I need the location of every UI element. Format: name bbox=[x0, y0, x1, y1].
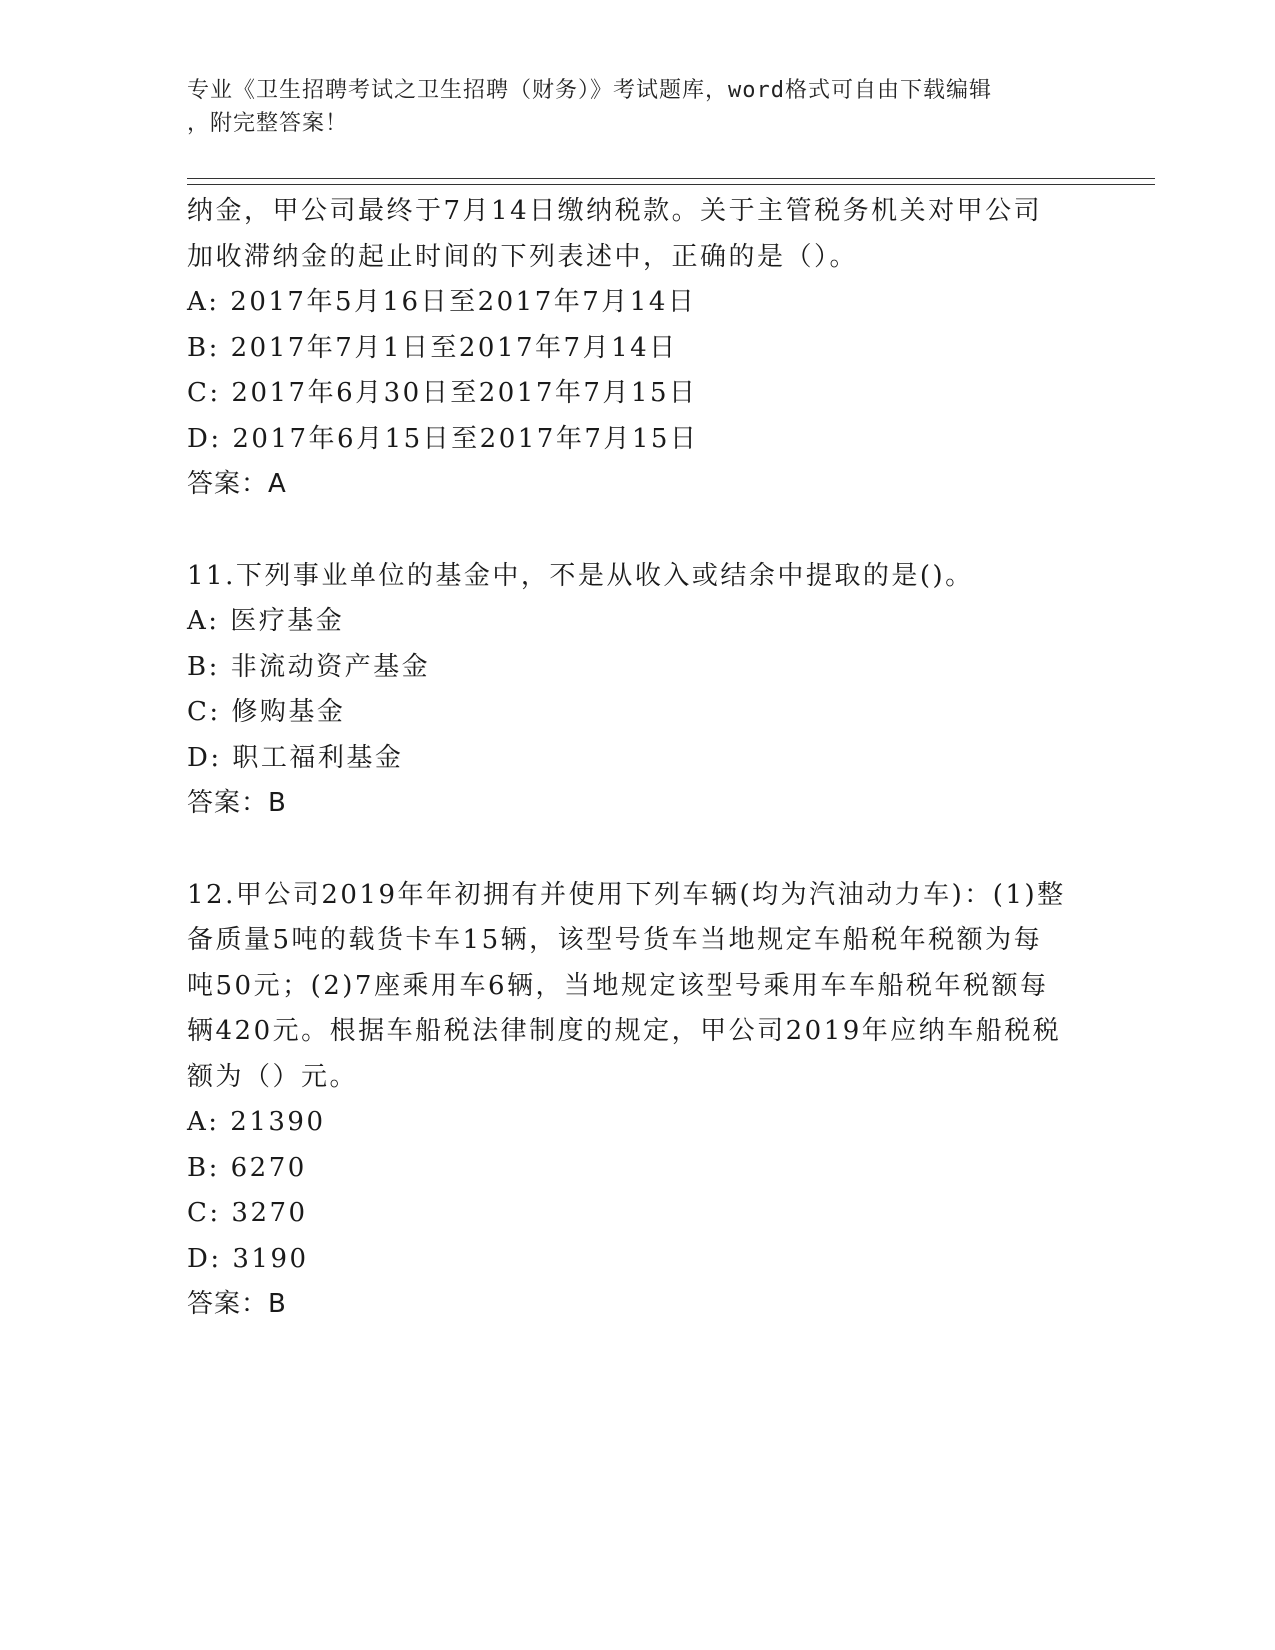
option-a: A: 2017年5月16日至2017年7月14日 bbox=[187, 287, 697, 317]
question-stem-line: 11.下列事业单位的基金中，不是从收入或结余中提取的是()。 bbox=[187, 560, 974, 591]
option-b: B: 2017年7月1日至2017年7月14日 bbox=[187, 332, 678, 363]
option-d: D: 3190 bbox=[187, 1243, 309, 1274]
option-a: A: 医疗基金 bbox=[187, 606, 345, 636]
header-line-2: ，附完整答案！ bbox=[187, 111, 349, 136]
question-stem-line: 辆420元。根据车船税法律制度的规定，甲公司2019年应纳车船税税 bbox=[187, 1016, 1062, 1046]
spacer bbox=[187, 508, 1087, 554]
question-stem-line: 纳金，甲公司最终于7月14日缴纳税款。关于主管税务机关对甲公司 bbox=[187, 196, 1043, 226]
spacer bbox=[187, 827, 1087, 873]
answer-line: 答案：B bbox=[187, 1289, 287, 1319]
question-11 bbox=[187, 554, 1087, 827]
option-c: C: 2017年6月30日至2017年7月15日 bbox=[187, 378, 698, 408]
question-12 bbox=[187, 873, 1087, 1328]
option-d: D: 2017年6月15日至2017年7月15日 bbox=[187, 423, 699, 454]
header-divider-bottom bbox=[187, 184, 1155, 185]
document-header bbox=[187, 74, 1087, 140]
question-10 bbox=[187, 189, 1087, 508]
option-c: C: 修购基金 bbox=[187, 697, 346, 727]
question-stem-line: 备质量5吨的载货卡车15辆，该型号货车当地规定车船税年税额为每 bbox=[187, 925, 1043, 955]
answer-line: 答案：B bbox=[187, 788, 287, 818]
question-stem-line: 加收滞纳金的起止时间的下列表述中，正确的是（）。 bbox=[187, 241, 859, 272]
option-c: C: 3270 bbox=[187, 1198, 308, 1228]
question-stem-line: 12.甲公司2019年年初拥有并使用下列车辆(均为汽油动力车)：(1)整 bbox=[187, 879, 1066, 910]
question-stem-line: 吨50元；(2)7座乘用车6辆，当地规定该型号乘用车车船税年税额每 bbox=[187, 970, 1049, 1001]
question-stem-line: 额为（）元。 bbox=[187, 1061, 359, 1092]
option-b: B: 非流动资产基金 bbox=[187, 651, 431, 682]
option-b: B: 6270 bbox=[187, 1152, 307, 1183]
header-line-1: 专业《卫生招聘考试之卫生招聘（财务）》考试题库，word格式可自由下载编辑 bbox=[187, 78, 992, 103]
option-d: D: 职工福利基金 bbox=[187, 742, 404, 773]
answer-line: 答案：A bbox=[187, 469, 287, 499]
header-divider-top bbox=[187, 178, 1155, 179]
document-body bbox=[187, 189, 1087, 1328]
option-a: A: 21390 bbox=[187, 1107, 326, 1137]
